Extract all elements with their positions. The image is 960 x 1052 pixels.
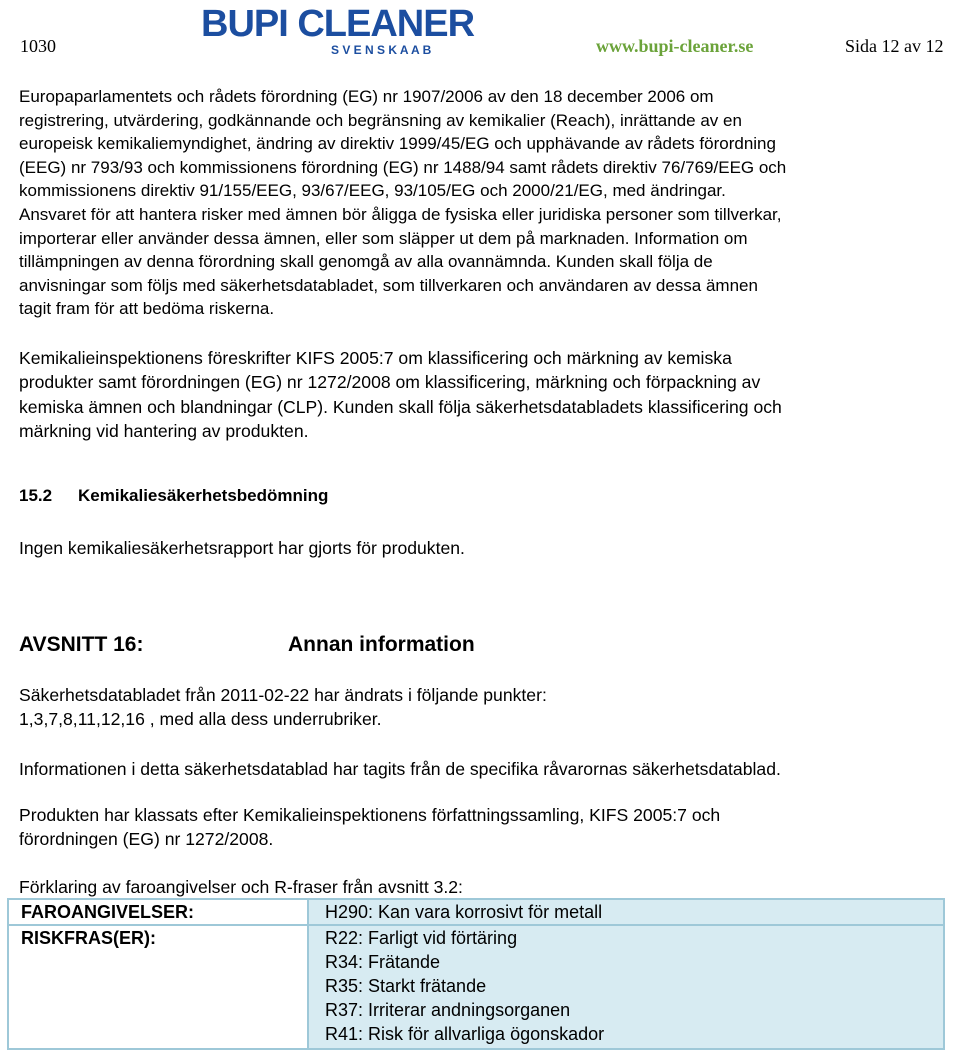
risk-phrase: R37: Irriterar andningsorganen: [325, 1000, 571, 1021]
text-line: kommissionens direktiv 91/155/EEG, 93/67/EEG, 93/105/EG och 2000/21/EG, med ändringar.: [19, 181, 726, 201]
bupi-cleaner-logo: [197, 5, 515, 57]
text-line: Kemikalieinspektionens föreskrifter KIFS 2005:7 om klassificering och märkning av kemiska: [19, 348, 732, 368]
text-line: 1,3,7,8,11,12,16 , med alla dess underrubriker.: [19, 709, 382, 730]
risk-phrases-label: RISKFRAS(ER):: [8, 925, 308, 1049]
section-label: AVSNITT 16:: [19, 633, 144, 656]
text-line: (EEG) nr 793/93 och kommissionens förordning (EG) nr 1488/94 samt rådets direktiv 76/769/EEG och: [19, 157, 787, 177]
revision-note: [19, 683, 547, 732]
website-link[interactable]: www.bupi-cleaner.se: [596, 36, 754, 56]
text-line: Europaparlamentets och rådets förordning (EG) nr 1907/2006 av den 18 december 2006 om: [19, 87, 714, 106]
source-note: Informationen i detta säkerhetsdatablad har tagits från de specifika råvarornas säkerhetsdatablad.: [19, 759, 781, 779]
risk-phrase: R34: Frätande: [325, 952, 441, 973]
text-line: tagit fram för att bedöma riskerna.: [19, 299, 275, 319]
subsection-number: 15.2: [19, 486, 53, 505]
regulation-paragraph: [19, 85, 786, 321]
text-line: registrering, utvärdering, godkännande och begränsning av kemikalier (Reach), inrättande av en: [19, 110, 742, 130]
page-indicator: Sida 12 av 12: [845, 36, 944, 56]
logo-mark: [197, 5, 515, 57]
hazard-phrases-table: [7, 898, 945, 1050]
text-line: tillämpningen av denna förordning skall genomgå av alla ovannämnda. Kunden skall följa de: [19, 252, 713, 272]
subsection-text: Ingen kemikaliesäkerhetsrapport har gjorts för produkten.: [19, 538, 465, 558]
svg-text:S V E N S K A A B: S V E N S K A A B: [331, 43, 432, 57]
table-row: [8, 925, 944, 1049]
svg-text:BUPI CLEANER: BUPI CLEANER: [201, 5, 475, 45]
text-line: importerar eller använder dessa ämnen, eller som släpper ut dem på marknaden. Information om: [19, 228, 748, 248]
kifs-paragraph: [19, 346, 782, 444]
hazard-statements-values: [308, 899, 944, 925]
document-number: 1030: [20, 36, 56, 56]
subsection-heading: [19, 486, 329, 506]
text-line: Ansvaret för att hantera risker med ämnen bör åligga de fysiska eller juridiska personer som tillverkar,: [19, 204, 782, 224]
classification-note: [19, 803, 720, 852]
table-row: [8, 899, 944, 925]
risk-phrase: R22: Farligt vid förtäring: [325, 928, 518, 949]
hazard-statement: H290: Kan vara korrosivt för metall: [325, 902, 603, 922]
text-line: Produkten har klassats efter Kemikalieinspektionens författningssamling, KIFS 2005:7 och: [19, 805, 721, 825]
explanation-label: Förklaring av faroangivelser och R-fraser från avsnitt 3.2:: [19, 877, 463, 897]
risk-phrase: R41: Risk för allvarliga ögonskador: [325, 1024, 605, 1045]
text-line: märkning vid hantering av produkten.: [19, 421, 309, 442]
text-line: produkter samt förordningen (EG) nr 1272/2008 om klassificering, märkning och förpackning av: [19, 372, 761, 393]
text-line: kemiska ämnen och blandningar (CLP). Kunden skall följa säkerhetsdatabladets klassificering och: [19, 396, 782, 417]
text-line: förordningen (EG) nr 1272/2008.: [19, 829, 274, 850]
risk-phrase: R35: Starkt frätande: [325, 976, 487, 997]
risk-phrases-values: [308, 925, 944, 1049]
text-line: anvisningar som följs med säkerhetsdatabladet, som tillverkaren och användaren av dessa ämnen: [19, 275, 758, 295]
section-title: Annan information: [288, 633, 475, 656]
text-line: Säkerhetsdatabladet från 2011-02-22 har ändrats i följande punkter:: [19, 685, 547, 705]
hazard-statements-label: FAROANGIVELSER:: [8, 899, 308, 925]
subsection-title: Kemikaliesäkerhetsbedömning: [78, 486, 329, 505]
text-line: europeisk kemikaliemyndighet, ändring av direktiv 1999/45/EG och upphävande av rådets förordning: [19, 134, 776, 154]
